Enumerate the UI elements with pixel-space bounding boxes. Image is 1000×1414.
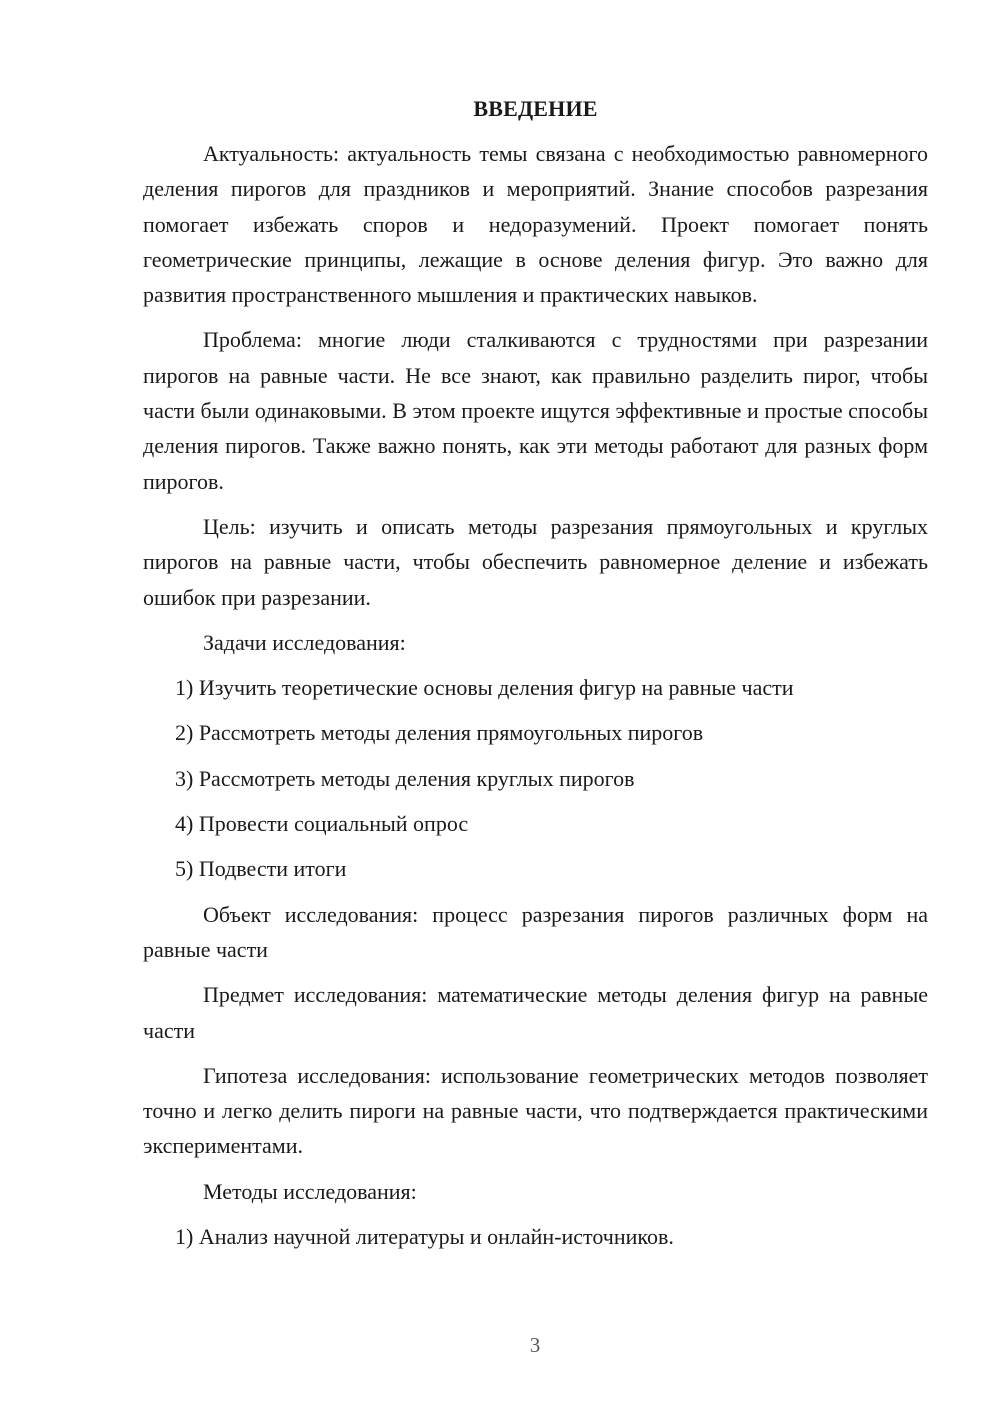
goal-paragraph: Цель: изучить и описать методы разрезания прямоугольных и круглых пирогов на равные части, чтобы обеспечить равномерное деление и избежать ошибок при разрезании. xyxy=(143,513,928,610)
hypothesis-paragraph: Гипотеза исследования: использование геометрических методов позволяет точно и легко делить пироги на равные части, что подтверждается практическими экспериментами. xyxy=(143,1062,928,1159)
list-item: 1) Анализ научной литературы и онлайн-источников. xyxy=(175,1224,674,1250)
list-item: 2) Рассмотреть методы деления прямоугольных пирогов xyxy=(175,720,704,746)
tasks-label: Задачи исследования: xyxy=(203,629,406,655)
list-item: 3) Рассмотреть методы деления круглых пирогов xyxy=(175,765,635,791)
list-item: 1) Изучить теоретические основы деления фигур на равные части xyxy=(175,675,794,701)
methods-label: Методы исследования: xyxy=(203,1178,417,1204)
tasks-list xyxy=(143,670,928,886)
list-item: 4) Провести социальный опрос xyxy=(175,811,469,837)
list-item: 5) Подвести итоги xyxy=(175,856,347,882)
methods-list xyxy=(143,1219,928,1254)
page-number: 3 xyxy=(529,1333,541,1357)
relevance-paragraph: Актуальность: актуальность темы связана с необходимостью равномерного деления пирогов для праздников и мероприятий. Знание способов разрезания помогает избежать споров и недоразумений. Проект помогает понять геометрические принципы, лежащие в основе деления фигур. Это важно для развития пространственного мышления и практических навыков. xyxy=(143,141,928,308)
object-paragraph: Объект исследования: процесс разрезания пирогов различных форм на равные части xyxy=(143,901,928,962)
problem-paragraph: Проблема: многие люди сталкиваются с трудностями при разрезании пирогов на равные части. Не все знают, как правильно разделить пирог, чтобы части были одинаковыми. В этом проекте ищутся эффективные и простые способы деления пирогов. Также важно понять, как эти методы работают для разных форм пирогов. xyxy=(143,327,928,494)
subject-paragraph: Предмет исследования: математические методы деления фигур на равные части xyxy=(143,982,928,1043)
section-title: ВВЕДЕНИЕ xyxy=(473,96,598,121)
page-content xyxy=(143,94,928,1264)
